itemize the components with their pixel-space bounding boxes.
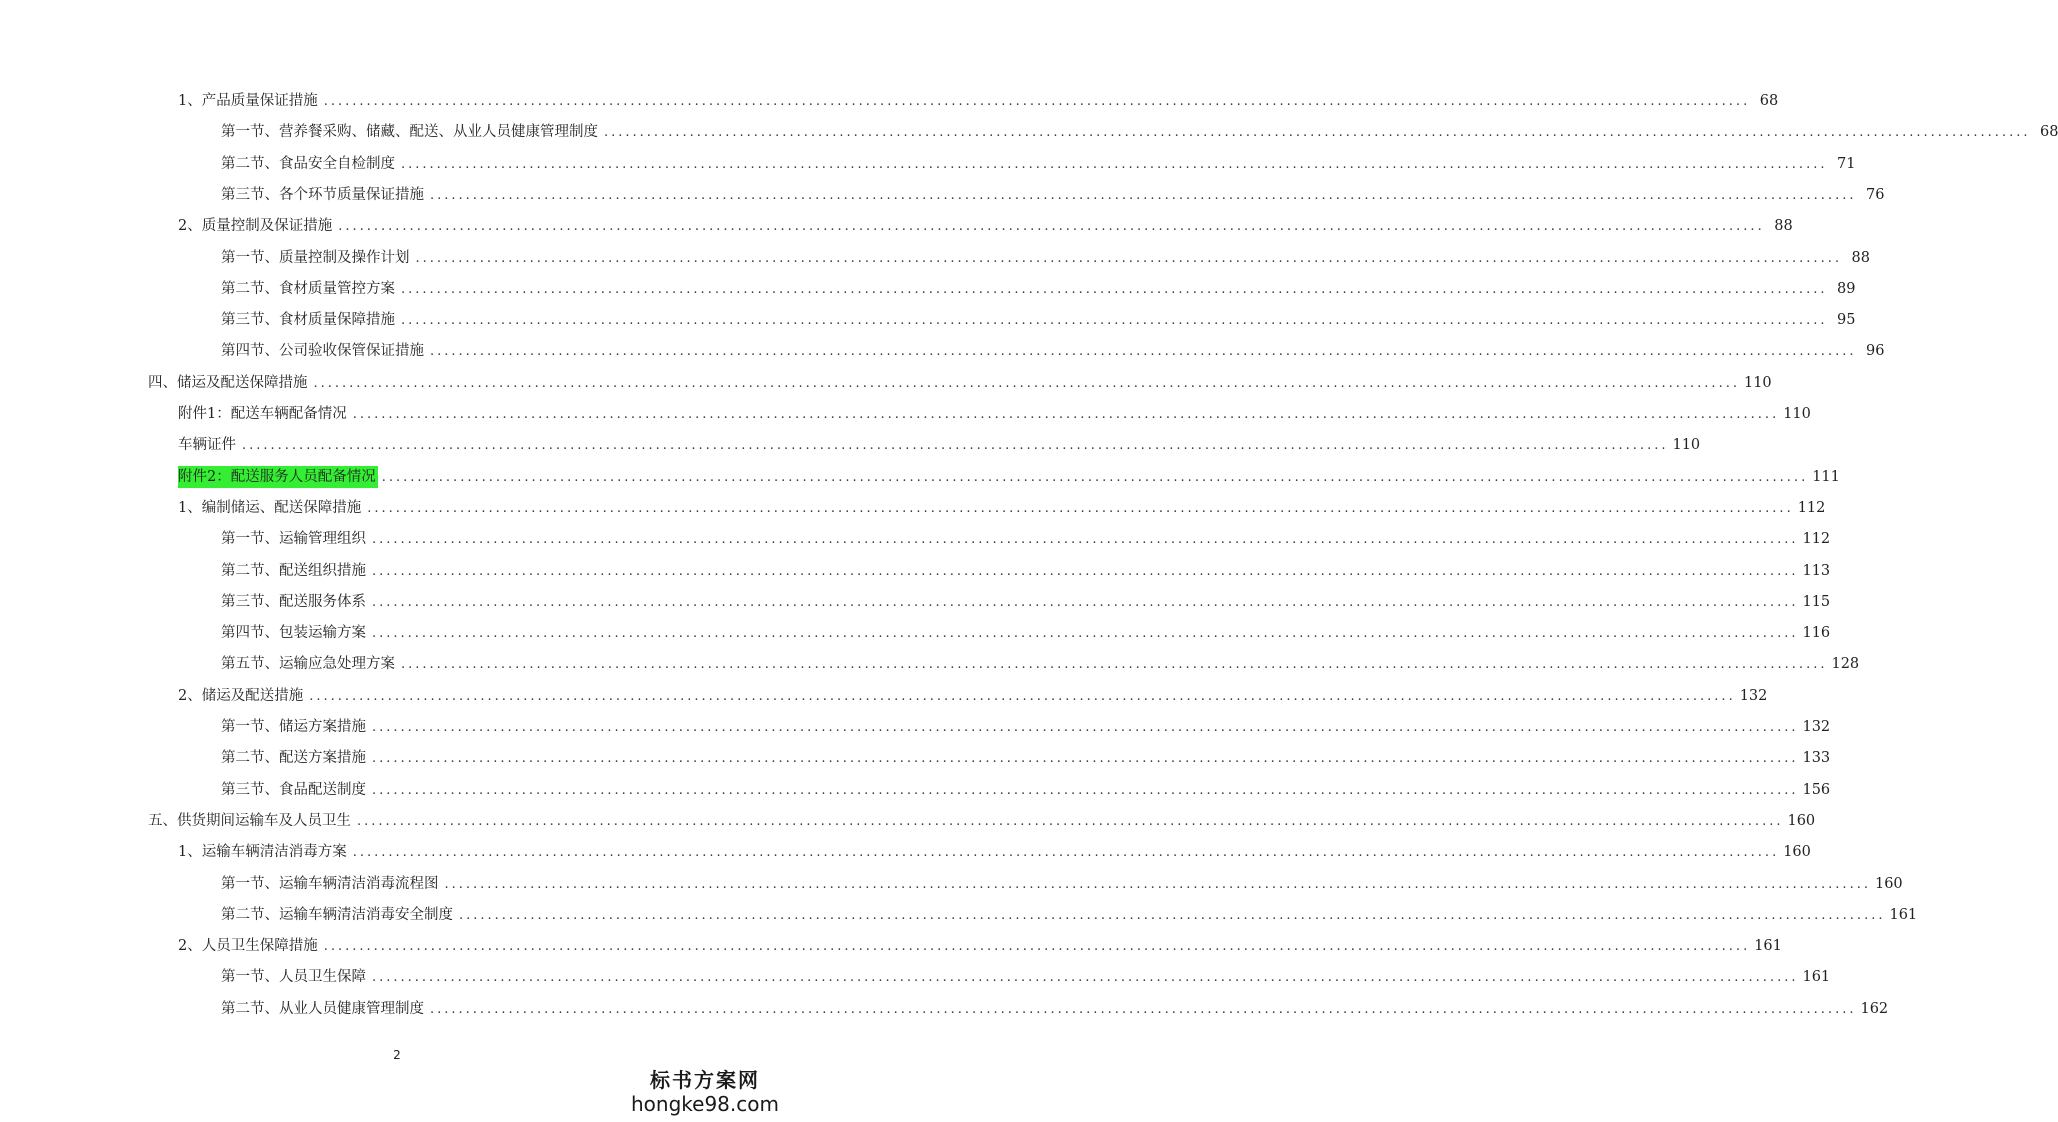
toc-entry-page: 88 (1851, 249, 1870, 266)
toc-entry-title: 第二节、运输车辆清洁消毒安全制度 (221, 906, 453, 923)
toc-leader-dots: ........................................................................................................................................................................................................ (367, 500, 1794, 516)
toc-leader-dots: ........................................................................................................................................................................................................ (242, 438, 1669, 454)
toc-entry-title: 车辆证件 (178, 437, 236, 454)
toc-entry[interactable] (178, 685, 1768, 707)
toc-entry-title: 四、储运及配送保障措施 (148, 374, 308, 391)
toc-entry[interactable] (178, 935, 1782, 957)
page-number: 2 (393, 1048, 401, 1062)
toc-entry-title: 1、编制储运、配送保障措施 (178, 499, 362, 516)
toc-entry-title: 第三节、配送服务体系 (221, 593, 366, 610)
toc-entry-page: 76 (1866, 186, 1885, 203)
toc-entry[interactable] (221, 966, 1831, 988)
toc-entry[interactable] (221, 340, 1885, 362)
toc-entry-page: 110 (1783, 406, 1811, 422)
toc-entry-page: 113 (1802, 562, 1831, 579)
watermark-logo (630, 1068, 780, 1116)
toc-entry[interactable] (221, 247, 1870, 269)
toc-entry-page: 160 (1783, 844, 1811, 861)
toc-entry-title: 第三节、各个环节质量保证措施 (221, 186, 424, 203)
toc-entry-page: 116 (1802, 625, 1831, 642)
toc-entry-page: 132 (1802, 719, 1831, 735)
toc-leader-dots: ........................................................................................................................................................................................................ (372, 532, 1799, 548)
toc-entry[interactable] (178, 215, 1793, 237)
toc-entry[interactable] (221, 528, 1831, 550)
watermark-url: hongke98.com (631, 1092, 779, 1116)
toc-leader-dots: ........................................................................................................................................................................................................ (372, 720, 1799, 735)
toc-entry-title: 第一节、运输车辆清洁消毒流程图 (221, 875, 439, 892)
toc-entry[interactable] (178, 466, 1840, 488)
toc-leader-dots: ........................................................................................................................................................................................................ (313, 375, 1740, 391)
toc-entry-page: 115 (1802, 593, 1831, 610)
toc-leader-dots: ........................................................................................................................................................................................................ (372, 563, 1799, 579)
toc-entry-title: 第三节、食材质量保障措施 (221, 312, 395, 329)
toc-entry-page: 110 (1672, 437, 1701, 454)
toc-entry-page: 160 (1787, 812, 1816, 829)
toc-entry-title: 第四节、包装运输方案 (221, 625, 366, 642)
toc-entry-page: 112 (1797, 499, 1826, 516)
toc-leader-dots: ........................................................................................................................................................................................................ (401, 657, 1828, 673)
toc-entry-title: 第一节、储运方案措施 (221, 719, 366, 735)
toc-entry-page: 162 (1860, 1000, 1889, 1017)
toc-entry[interactable] (178, 841, 1811, 863)
toc-entry-title: 2、人员卫生保障措施 (178, 938, 318, 955)
toc-entry-page: 132 (1739, 687, 1768, 704)
toc-entry-title: 1、产品质量保证措施 (178, 93, 318, 109)
toc-leader-dots: ........................................................................................................................................................................................................ (309, 688, 1736, 704)
toc-leader-dots: ........................................................................................................................................................................................................ (323, 94, 1751, 109)
toc-entry-page: 89 (1837, 280, 1856, 297)
toc-leader-dots: ........................................................................................................................................................................................................ (352, 407, 1780, 422)
toc-entry-page: 160 (1874, 875, 1903, 892)
toc-entry-title: 第三节、食品配送制度 (221, 781, 366, 798)
toc-entry[interactable] (148, 810, 1816, 832)
toc-entry[interactable] (221, 904, 1918, 926)
toc-entry-page: 68 (1759, 93, 1779, 109)
toc-entry-page: 110 (1743, 374, 1772, 391)
toc-entry[interactable] (178, 403, 1811, 425)
toc-leader-dots: ........................................................................................................................................................................................................ (401, 281, 1828, 297)
toc-entry[interactable] (178, 434, 1701, 456)
toc-entry-title: 第五节、运输应急处理方案 (221, 656, 395, 673)
toc-entry-title: 附件2：配送服务人员配备情况 (178, 466, 378, 488)
toc-leader-dots: ........................................................................................................................................................................................................ (459, 907, 1886, 923)
toc-entry-title: 2、质量控制及保证措施 (178, 218, 333, 235)
toc-entry[interactable] (221, 998, 1889, 1020)
toc-leader-dots: ........................................................................................................................................................................................................ (415, 250, 1842, 266)
toc-entry[interactable] (148, 372, 1772, 394)
toc-entry[interactable] (221, 873, 1903, 895)
toc-entry-page: 128 (1831, 656, 1860, 673)
toc-entry[interactable] (221, 184, 1885, 206)
toc-entry-title: 第一节、质量控制及操作计划 (221, 249, 410, 266)
toc-entry-title: 第二节、食品安全自检制度 (221, 155, 395, 172)
toc-entry-title: 第一节、营养餐采购、储藏、配送、从业人员健康管理制度 (221, 124, 598, 141)
toc-entry[interactable] (221, 622, 1831, 644)
toc-entry-title: 附件1：配送车辆配备情况 (178, 406, 347, 422)
toc-entry-page: 161 (1889, 906, 1918, 923)
toc-entry[interactable] (221, 560, 1831, 582)
toc-leader-dots: ........................................................................................................................................................................................................ (430, 344, 1857, 360)
toc-entry-page: 112 (1802, 531, 1831, 548)
toc-entry-page: 111 (1812, 468, 1840, 485)
toc-leader-dots: ........................................................................................................................................................................................................ (401, 313, 1828, 329)
toc-leader-dots: ........................................................................................................................................................................................................ (357, 813, 1784, 829)
toc-entry[interactable] (221, 747, 1831, 769)
toc-entry[interactable] (221, 716, 1831, 738)
toc-entry-page: 71 (1837, 155, 1856, 172)
toc-entry-title: 第一节、人员卫生保障 (221, 969, 366, 986)
toc-entry-title: 第二节、从业人员健康管理制度 (221, 1000, 424, 1017)
toc-entry[interactable] (221, 779, 1831, 801)
watermark-name: 标书方案网 (650, 1068, 760, 1092)
toc-leader-dots: ........................................................................................................................................................................................................ (372, 751, 1799, 767)
toc-entry[interactable] (178, 497, 1826, 519)
toc-leader-dots: ........................................................................................................................................................................................................ (430, 187, 1857, 203)
toc-entry-page: 96 (1866, 343, 1885, 360)
toc-entry-title: 2、储运及配送措施 (178, 687, 304, 704)
toc-entry-title: 五、供货期间运输车及人员卫生 (148, 812, 351, 829)
toc-entry-title: 第四节、公司验收保管保证措施 (221, 343, 424, 360)
toc-entry-page: 88 (1774, 218, 1793, 235)
toc-entry-page: 68 (2040, 124, 2058, 141)
toc-leader-dots: ........................................................................................................................................................................................................ (372, 594, 1799, 610)
toc-entry[interactable] (178, 90, 1779, 112)
toc-entry-title: 第二节、配送组织措施 (221, 562, 366, 579)
toc-entry[interactable] (221, 653, 1860, 675)
toc-entry[interactable] (221, 278, 1856, 300)
toc-entry[interactable] (221, 591, 1831, 613)
toc-leader-dots: ........................................................................................................................................................................................................ (381, 469, 1809, 485)
toc-entry[interactable] (221, 309, 1856, 331)
toc-leader-dots: ........................................................................................................................................................................................................ (323, 939, 1751, 955)
toc-entry-page: 133 (1802, 750, 1831, 767)
toc-leader-dots: ........................................................................................................................................................................................................ (430, 1001, 1857, 1017)
toc-entry[interactable] (221, 153, 1856, 175)
toc-leader-dots: ........................................................................................................................................................................................................ (604, 125, 2031, 141)
toc-entry-title: 第二节、食材质量管控方案 (221, 280, 395, 297)
toc-entry-page: 95 (1837, 312, 1856, 329)
toc-leader-dots: ........................................................................................................................................................................................................ (352, 845, 1780, 861)
toc-leader-dots: ........................................................................................................................................................................................................ (372, 970, 1799, 986)
toc-entry-page: 161 (1802, 969, 1831, 986)
toc-entry-page: 161 (1754, 938, 1782, 955)
toc-entry-title: 第二节、配送方案措施 (221, 750, 366, 767)
toc-leader-dots: ........................................................................................................................................................................................................ (372, 626, 1799, 642)
toc-entry-title: 1、运输车辆清洁消毒方案 (178, 844, 347, 861)
toc-leader-dots: ........................................................................................................................................................................................................ (338, 219, 1765, 235)
toc-entry-title: 第一节、运输管理组织 (221, 531, 366, 548)
toc-entry[interactable] (221, 121, 2058, 143)
toc-entry-page: 156 (1802, 781, 1831, 798)
toc-leader-dots: ........................................................................................................................................................................................................ (401, 156, 1828, 172)
toc-leader-dots: ........................................................................................................................................................................................................ (444, 876, 1871, 892)
toc-leader-dots: ........................................................................................................................................................................................................ (372, 782, 1799, 798)
